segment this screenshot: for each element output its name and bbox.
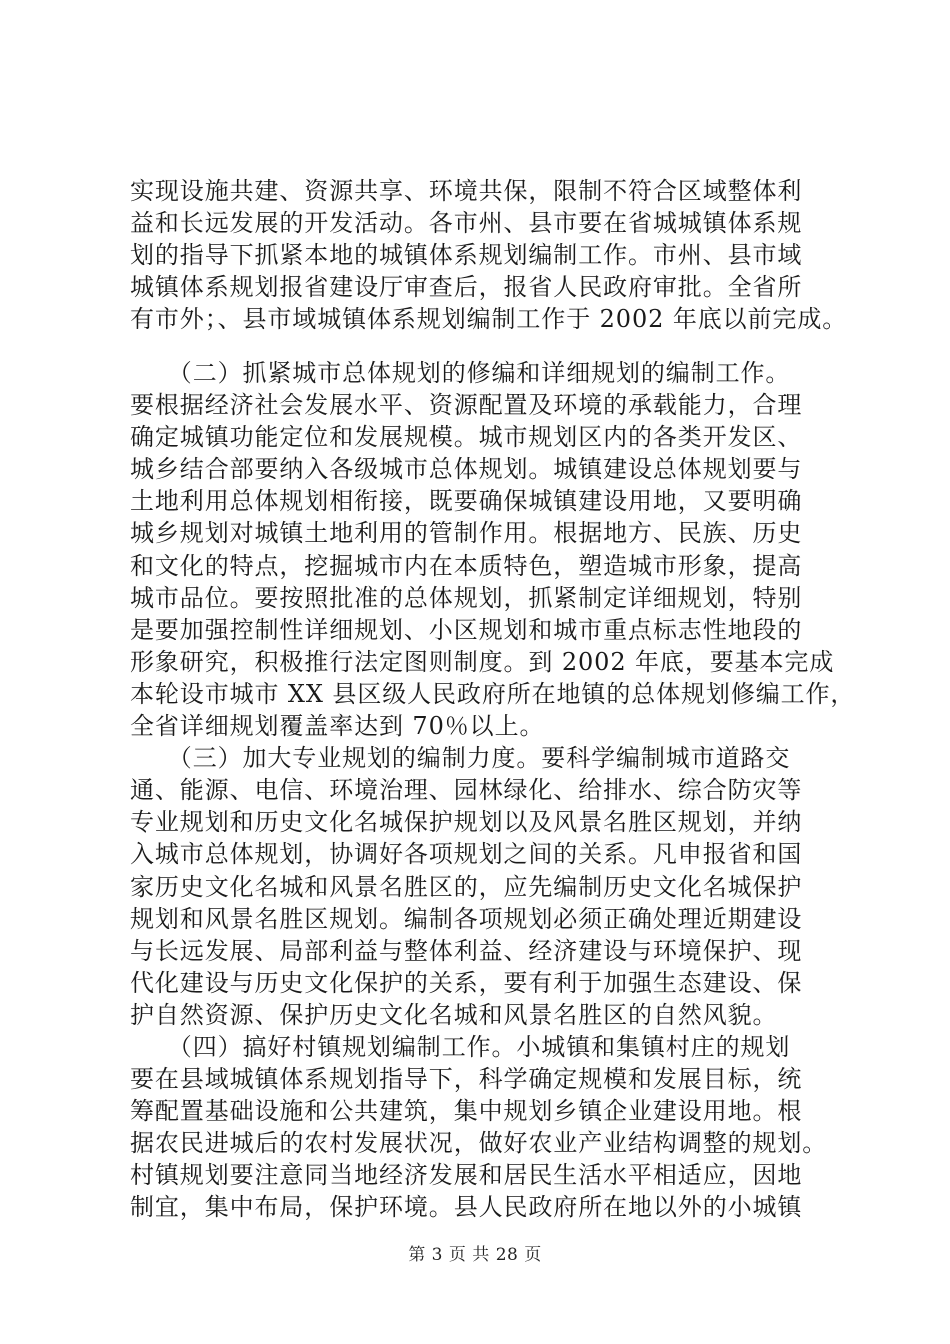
text-line: 划的指导下抓紧本地的城镇体系规划编制工作。市州、县市域 <box>130 241 803 270</box>
text-line: 是要加强控制性详细规划、小区规划和城市重点标志性地段的 <box>130 615 803 644</box>
paragraph-4 <box>130 1031 830 1224</box>
text-line: 本轮设市城市 XX 县区级人民政府所在地镇的总体规划修编工作， <box>130 679 856 708</box>
page-footer <box>0 1240 950 1265</box>
text-line: 筹配置基础设施和公共建筑，集中规划乡镇企业建设用地。根 <box>130 1097 803 1126</box>
text-line: 代化建设与历史文化保护的关系，要有利于加强生态建设、保 <box>130 968 803 997</box>
text-line: （四）搞好村镇规划编制工作。小城镇和集镇村庄的规划 <box>130 1032 791 1061</box>
page-number: 第 3 页 共 28 页 <box>408 1245 542 1265</box>
text-line: （二）抓紧城市总体规划的修编和详细规划的编制工作。 <box>130 359 791 387</box>
text-line: 全省详细规划覆盖率达到 70％以上。 <box>130 712 545 741</box>
text-line: 规划和风景名胜区规划。编制各项规划必须正确处理近期建设 <box>130 904 803 933</box>
text-line: 城乡结合部要纳入各级城市总体规划。城镇建设总体规划要与 <box>130 455 803 484</box>
text-line: 制宜，集中布局，保护环境。县人民政府所在地以外的小城镇 <box>130 1193 803 1222</box>
text-line: 要根据经济社会发展水平、资源配置及环境的承载能力，合理 <box>130 391 803 420</box>
text-line: 和文化的特点，挖掘城市内在本质特色，塑造城市形象，提高 <box>130 551 803 580</box>
text-line: 家历史文化名城和风景名胜区的，应先编制历史文化名城保护 <box>130 872 803 901</box>
text-line: 专业规划和历史文化名城保护规划以及风景名胜区规划，并纳 <box>130 808 803 837</box>
text-line: 城乡规划对城镇土地利用的管制作用。根据地方、民族、历史 <box>130 519 803 548</box>
body-text <box>130 357 856 1224</box>
text-line: 益和长远发展的开发活动。各市州、县市要在省城城镇体系规 <box>130 209 803 238</box>
text-line: 城镇体系规划报省建设厅审查后，报省人民政府审批。全省所 <box>130 273 803 302</box>
text-line: 实现设施共建、资源共享、环境共保，限制不符合区域整体利 <box>130 177 803 205</box>
text-line: 形象研究，积极推行法定图则制度。到 2002 年底，要基本完成 <box>130 647 835 676</box>
text-line: 村镇规划要注意同当地经济发展和居民生活水平相适应，因地 <box>130 1161 803 1190</box>
text-line: 城市品位。要按照批准的总体规划，抓紧制定详细规划，特别 <box>130 583 803 612</box>
text-line: 有市外；、县市域城镇体系规划编制工作于 2002 年底以前完成。 <box>130 305 848 334</box>
text-line: 通、能源、电信、环境治理、园林绿化、给排水、综合防灾等 <box>130 776 803 805</box>
paragraph-2 <box>130 357 856 742</box>
text-line: 土地利用总体规划相衔接，既要确保城镇建设用地，又要明确 <box>130 487 803 516</box>
paragraph-1 <box>130 175 848 335</box>
text-line: 入城市总体规划，协调好各项规划之间的关系。凡申报省和国 <box>130 840 803 869</box>
text-line: 据农民进城后的农村发展状况，做好农业产业结构调整的规划。 <box>130 1129 828 1158</box>
text-line: 确定城镇功能定位和发展规模。城市规划区内的各类开发区、 <box>130 423 803 452</box>
text-line: 要在县域城镇体系规划指导下，科学确定规模和发展目标，统 <box>130 1065 803 1094</box>
paragraph-3 <box>130 742 830 1031</box>
text-line: （三）加大专业规划的编制力度。要科学编制城市道路交 <box>130 744 791 773</box>
text-line: 护自然资源、保护历史文化名城和风景名胜区的自然风貌。 <box>130 1000 778 1029</box>
text-line: 与长远发展、局部利益与整体利益、经济建设与环境保护、现 <box>130 936 803 965</box>
